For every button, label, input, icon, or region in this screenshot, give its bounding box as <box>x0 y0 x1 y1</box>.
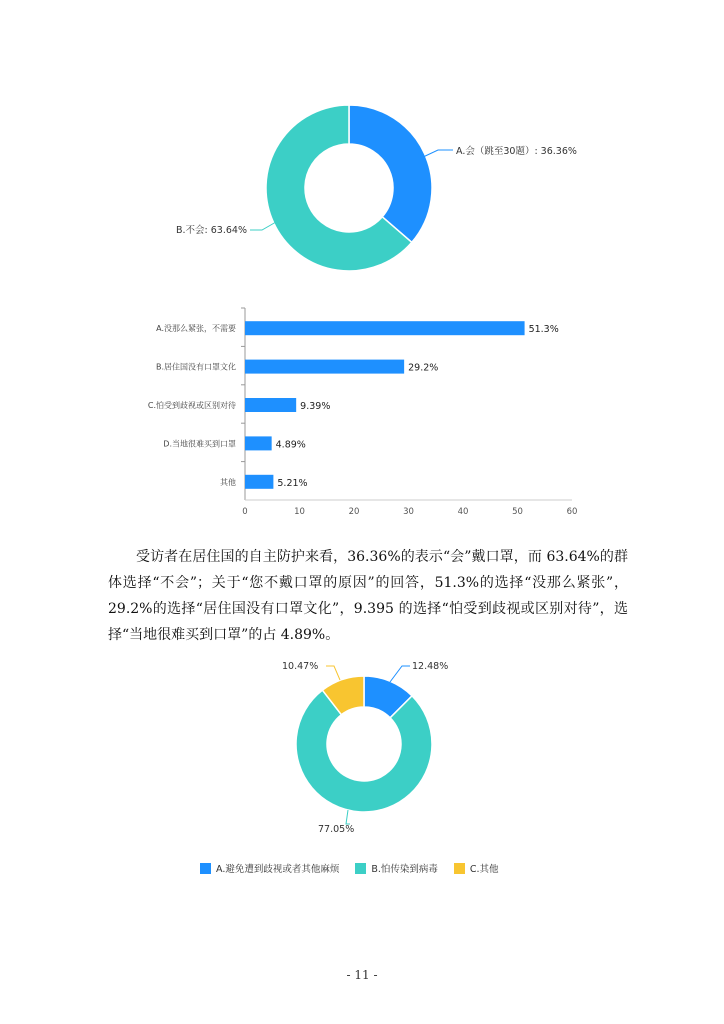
legend-swatch-a <box>200 863 211 874</box>
donut-chart-wear-mask <box>0 0 724 290</box>
bar-0 <box>245 321 525 335</box>
donut1-data-label-b: B.不会: 63.64% <box>176 225 247 236</box>
donut2-leader-b <box>346 810 350 824</box>
legend-label-a: A.避免遭到歧视或者其他麻烦 <box>216 864 340 875</box>
bar-category-label: B.居住国没有口罩文化 <box>155 362 236 372</box>
donut2-leader-c <box>326 666 340 680</box>
bar-category-label: D.当地很难买到口罩 <box>163 439 236 449</box>
donut1-slice-0 <box>349 105 432 242</box>
legend-swatch-c <box>454 863 465 874</box>
legend-item-a <box>200 861 339 875</box>
donut2-slice-1 <box>296 690 432 812</box>
legend-swatch-b <box>355 863 366 874</box>
donut2-data-label-a: 12.48% <box>412 661 449 672</box>
bar-x-tick-label: 0 <box>242 507 248 517</box>
bar-data-label: 29.2% <box>408 362 439 374</box>
donut2-legend <box>200 858 540 878</box>
bar-x-tick-label: 10 <box>294 507 305 517</box>
bar-data-label: 51.3% <box>528 324 559 336</box>
donut2-data-label-b: 77.05% <box>318 824 355 835</box>
bar-3 <box>245 436 272 450</box>
body-paragraph: 受访者在居住国的自主防护来看，36.36%的表示“会”戴口罩，而 63.64%的群体选择“不会”；关于“您不戴口罩的原因”的回答，51.3%的选择“没那么紧张”，29.2%的选择“居住国没有口罩文化”，9.395 的选择“怕受到歧视或区别对待”，选择“当地很难买到口罩”的占 4.89%。 <box>108 549 628 643</box>
legend-label-c: C.其他 <box>469 864 499 875</box>
legend-item-c <box>454 861 499 875</box>
donut-chart-reasons-wear <box>0 648 724 848</box>
page-number: - 11 - <box>346 968 378 982</box>
bar-category-label: A.没那么紧张，不需要 <box>156 324 236 334</box>
legend-item-b <box>355 861 438 875</box>
bar-data-label: 5.21% <box>277 477 308 489</box>
donut2-leader-a <box>390 666 410 682</box>
bar-x-tick-label: 20 <box>348 507 360 517</box>
legend-label-b: B.怕传染到病毒 <box>371 864 438 875</box>
bar-x-tick-label: 30 <box>403 507 414 517</box>
donut2-data-label-c: 10.47% <box>282 661 319 672</box>
bar-category-label: C.怕受到歧视或区别对待 <box>147 401 236 410</box>
bar-2 <box>245 398 296 412</box>
donut1-leader-b <box>250 222 276 230</box>
bar-x-tick-label: 40 <box>457 507 469 517</box>
bar-x-tick-label: 50 <box>512 507 523 517</box>
bar-1 <box>245 360 404 374</box>
bar-4 <box>245 475 273 489</box>
donut1-data-label-a: A.会（跳至30题）: 36.36% <box>456 146 577 157</box>
bar-x-tick-label: 60 <box>566 507 578 517</box>
bar-data-label: 9.39% <box>300 401 331 412</box>
bar-category-label: 其他 <box>220 477 236 487</box>
bar-data-label: 4.89% <box>275 439 306 451</box>
bar-chart-reasons <box>0 300 724 530</box>
